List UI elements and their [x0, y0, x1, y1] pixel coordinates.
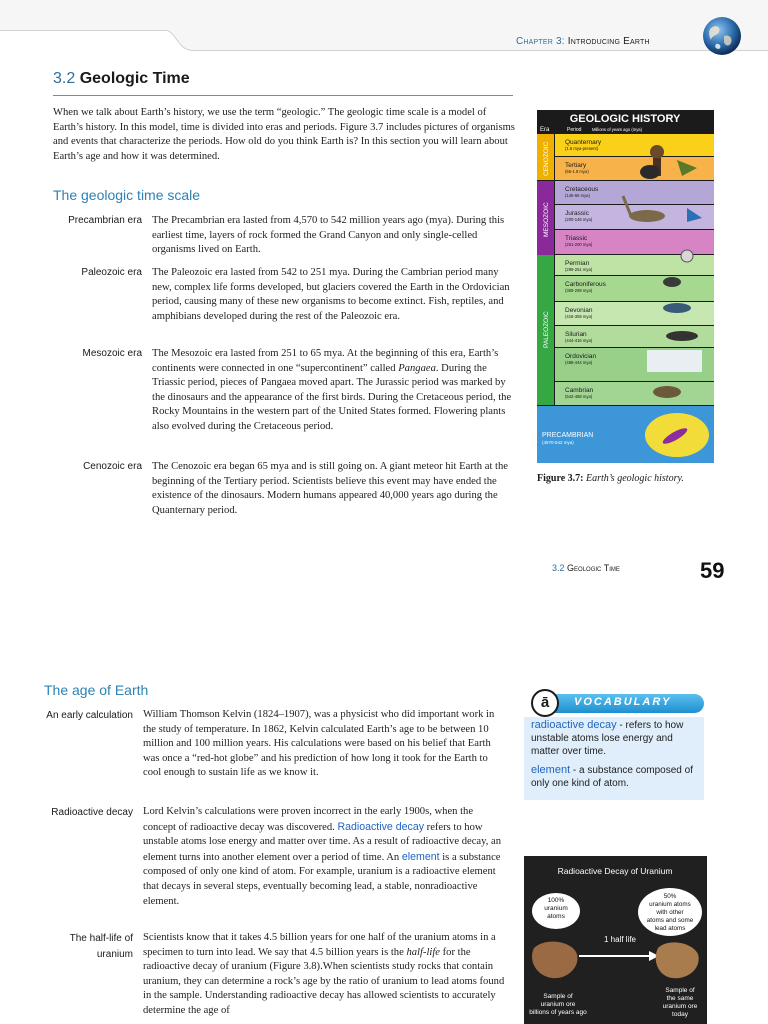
- term-mesozoic-era: Mesozoic era: [82, 348, 142, 359]
- title-rule: [53, 95, 513, 96]
- period-name: Cambrian: [565, 387, 594, 394]
- dinosaur-icon: [629, 210, 665, 222]
- half-life-term: half-life: [406, 946, 440, 958]
- geo-col-period: Period: [567, 127, 582, 133]
- mesozoic-text-1: The Mesozoic era lasted from 251 to 65 mya. At the beginning of this era, Earth’s continents were connected in one “supercontinent” called: [152, 348, 499, 374]
- geo-col-units: Millions of years ago (mya): [592, 127, 643, 132]
- bubble-right-line-4: atoms and some: [646, 917, 694, 924]
- header-tab-line: [0, 0, 768, 60]
- bubble-right-line-3: with other: [656, 909, 684, 916]
- precambrian-label: PRECAMBRIAN: [542, 432, 594, 439]
- period-range: (65-1.8 mya): [565, 169, 589, 174]
- bubble-left-line-3: atoms: [547, 913, 565, 920]
- period-name: Carboniferous: [565, 281, 606, 288]
- chapter-header: [516, 36, 650, 47]
- term-early-calculation: An early calculation: [46, 710, 133, 721]
- mesozoic-paragraph: [152, 347, 518, 435]
- decay-text-1: Lord Kelvin’s calculations were proven incorrect in the early 1900s, when the concept of radioactive decay was discovered.: [143, 806, 474, 833]
- period-name: Triassic: [565, 235, 588, 242]
- vocab-def-radioactive-decay: - refers to how unstable atoms lose energy and matter over time.: [531, 720, 684, 757]
- vocab-def-element: - a substance composed of only one kind of atom.: [531, 765, 693, 789]
- period-range: (299-251 mya): [565, 267, 593, 272]
- page-number: 59: [700, 558, 725, 583]
- period-name: Silurian: [565, 331, 587, 338]
- term-precambrian-era: Precambrian era: [68, 215, 142, 226]
- cambrian-organism-icon: [653, 386, 681, 398]
- figure-caption-label: Figure 3.7:: [537, 473, 584, 484]
- caption-left-line-1: Sample of: [543, 993, 573, 1000]
- section-title: [53, 70, 190, 88]
- chapter-number: 3:: [556, 36, 565, 47]
- half-life-text-1: Scientists know that it takes 4.5 billion years for one half of the uranium atoms in a specimen to turn into lead. We say that 4.5 billion years is the: [143, 932, 496, 958]
- bubble-right-line-2: uranium atoms: [649, 901, 691, 908]
- period-range: (200-146 mya): [565, 217, 593, 222]
- pangaea-term: Pangaea: [398, 362, 436, 374]
- kelvin-paragraph: William Thomson Kelvin (1824–1907), was a physicist who did important work in the study of temperature. In 1862, Kelvin calculated Earth’s age to be between 10 million and 100 million years. His calculations were based on his belief that Earth was once a “red-hot globe” and his prediction of how long it took for the Earth to cool enough to sustain life as we know it.: [143, 709, 495, 779]
- period-name: Devonian: [565, 307, 593, 314]
- term-radioactive-decay: Radioactive decay: [51, 807, 133, 818]
- term-half-life-of-uranium: The half-life of uranium: [69, 933, 133, 960]
- period-range: (359-299 mya): [565, 288, 593, 293]
- period-name: Cretaceous: [565, 186, 599, 193]
- precambrian-range: (4570-542 mya): [542, 440, 574, 445]
- geologic-time-scale-heading: The geologic time scale: [53, 187, 201, 203]
- term-cenozoic-era: Cenozoic era: [83, 461, 142, 472]
- vocabulary-banner-text: VOCABULARY: [574, 696, 672, 708]
- earth-globe-icon: [702, 16, 742, 56]
- section-name: Geologic Time: [79, 70, 190, 87]
- radioactive-decay-paragraph: [143, 805, 505, 909]
- period-range: (251-200 mya): [565, 242, 593, 247]
- caption-right-line-2: the same: [666, 995, 694, 1002]
- half-life-arrow-label: 1 half life: [603, 935, 637, 944]
- keyword-radioactive-decay: Radioactive decay: [337, 820, 425, 833]
- period-name: Quanternary: [565, 139, 602, 146]
- figure-caption-text: Earth’s geologic history.: [585, 473, 684, 484]
- vocab-entry-element: [531, 764, 701, 791]
- geo-figure-title: GEOLOGIC HISTORY: [569, 113, 681, 125]
- uranium-figure-title: Radioactive Decay of Uranium: [557, 866, 673, 876]
- period-range: (416-359 mya): [565, 314, 593, 319]
- footer-section-title: [552, 563, 620, 573]
- chapter-label: Chapter: [516, 36, 554, 47]
- vocabulary-pronunciation-icon: [531, 689, 559, 717]
- vocab-entry-radioactive-decay: [531, 719, 701, 758]
- keyword-element: element: [401, 850, 440, 863]
- era-label-paleozoic: PALEOZOIC: [543, 311, 550, 348]
- trilobite-icon: [681, 250, 693, 262]
- fish-icon: [663, 303, 691, 313]
- early-human-icon: [650, 145, 664, 159]
- bubble-left-line-1: 100%: [547, 897, 565, 904]
- bubble-right-line-5: lead atoms: [654, 925, 686, 932]
- bubble-left-line-2: uranium: [544, 905, 568, 912]
- period-range: (488-444 mya): [565, 360, 593, 365]
- period-name: Tertiary: [565, 162, 587, 169]
- uranium-decay-figure: [524, 856, 707, 1024]
- glacier-icon: [647, 350, 702, 372]
- section-number: 3.2: [53, 70, 76, 87]
- cenozoic-paragraph: The Cenozoic era began 65 mya and is still going on. A giant meteor hit Earth at the beginning of the Tertiary period. Scientists believe this event may have ended the existence of the dinosaurs. Modern humans appeared 40,000 years ago during the Quanternary period.: [152, 461, 508, 516]
- chapter-title: Introducing Earth: [567, 36, 650, 47]
- term-paleozoic-era: Paleozoic era: [81, 267, 142, 278]
- half-life-paragraph: [143, 931, 505, 1019]
- age-of-earth-heading: The age of Earth: [44, 682, 149, 698]
- vocabulary-banner: [538, 694, 704, 713]
- vocabulary-icon-letter: ā: [540, 694, 550, 711]
- period-range: (444-416 mya): [565, 338, 593, 343]
- period-range: (542-488 mya): [565, 394, 593, 399]
- ancient-fish-icon: [666, 331, 698, 341]
- mesozoic-text-2: . During the Triassic period, pieces of Pangaea moved apart. The Jurassic period was marked by the dinosaurs and the appearance of the first birds. During the Cretaceous period, the Rocky Mountains in the western part of the United States formed. Flowering plants also evolved during the Cretaceous period.: [152, 362, 512, 432]
- precambrian-paragraph: The Precambrian era lasted from 4,570 to 542 million years ago (mya). During this earliest time, layers of rock formed the Grand Canyon and only single-celled organisms lived on Earth.: [152, 215, 505, 256]
- period-range: (1.8 mya-present): [565, 146, 599, 151]
- gorilla-icon: [640, 165, 660, 179]
- half-life-text-2: for the radioactive decay of uranium (Figure 3.8).When scientists study rocks that contain uranium, they can determine a rock’s age by the ratio of uranium to lead atoms found in the sample. Understanding radioactive decay has allowed scientists to accurately determine the age of: [143, 946, 505, 1016]
- vocab-term-radioactive-decay: radioactive decay: [531, 719, 617, 731]
- period-name: Jurassic: [565, 210, 589, 217]
- footer-section-name: Geologic Time: [567, 563, 620, 573]
- vocab-term-element: element: [531, 764, 571, 776]
- geologic-history-figure: [537, 110, 714, 463]
- insect-icon: [663, 277, 681, 287]
- period-range: (146-65 mya): [565, 193, 590, 198]
- caption-right-line-3: uranium ore: [662, 1003, 698, 1010]
- footer-section-number: 3.2: [552, 563, 565, 573]
- period-name: Ordovician: [565, 353, 597, 360]
- intro-paragraph: When we talk about Earth’s history, we use the term “geologic.” The geologic time scale is a model of Earth’s history. In this model, time is divided into eras and periods. Figure 3.7 includes pictures of organisms and events that characterize the periods. How old do you think Earth is? In this section you will learn about Earth’s age and how it was determined.: [53, 107, 515, 162]
- geo-col-era: Era: [540, 127, 550, 133]
- bubble-right-line-1: 50%: [663, 893, 677, 900]
- era-label-mesozoic: MESOZOIC: [543, 202, 550, 237]
- era-label-cenozoic: CENOZOIC: [543, 141, 550, 176]
- decay-text-2: refers to how unstable atoms lose energy and matter over time. As a result of radioactive decay, an element turns into another element over a period of time. An: [143, 821, 502, 863]
- caption-left-line-2: uranium ore: [540, 1001, 576, 1008]
- paleozoic-paragraph: The Paleozoic era lasted from 542 to 251 mya. During the Cambrian period many new, complex life forms developed, but glaciers covered the Earth in the Ordovician period, causing many of these new organisms to become extinct. Fish, reptiles, and amphibians developed during the rest of the Paleozoic era.: [152, 267, 510, 322]
- figure-3-7-caption: [537, 473, 684, 484]
- caption-right-line-1: Sample of: [665, 987, 695, 994]
- caption-right-line-4: today: [672, 1011, 688, 1018]
- period-name: Permian: [565, 260, 590, 267]
- caption-left-line-3: billions of years ago: [529, 1009, 587, 1016]
- decay-text-3: is a substance composed of only one kind of atom. For example, uranium is a radioactive element that decays in several steps, eventually becoming lead, a stable, nonradioactive element.: [143, 851, 501, 907]
